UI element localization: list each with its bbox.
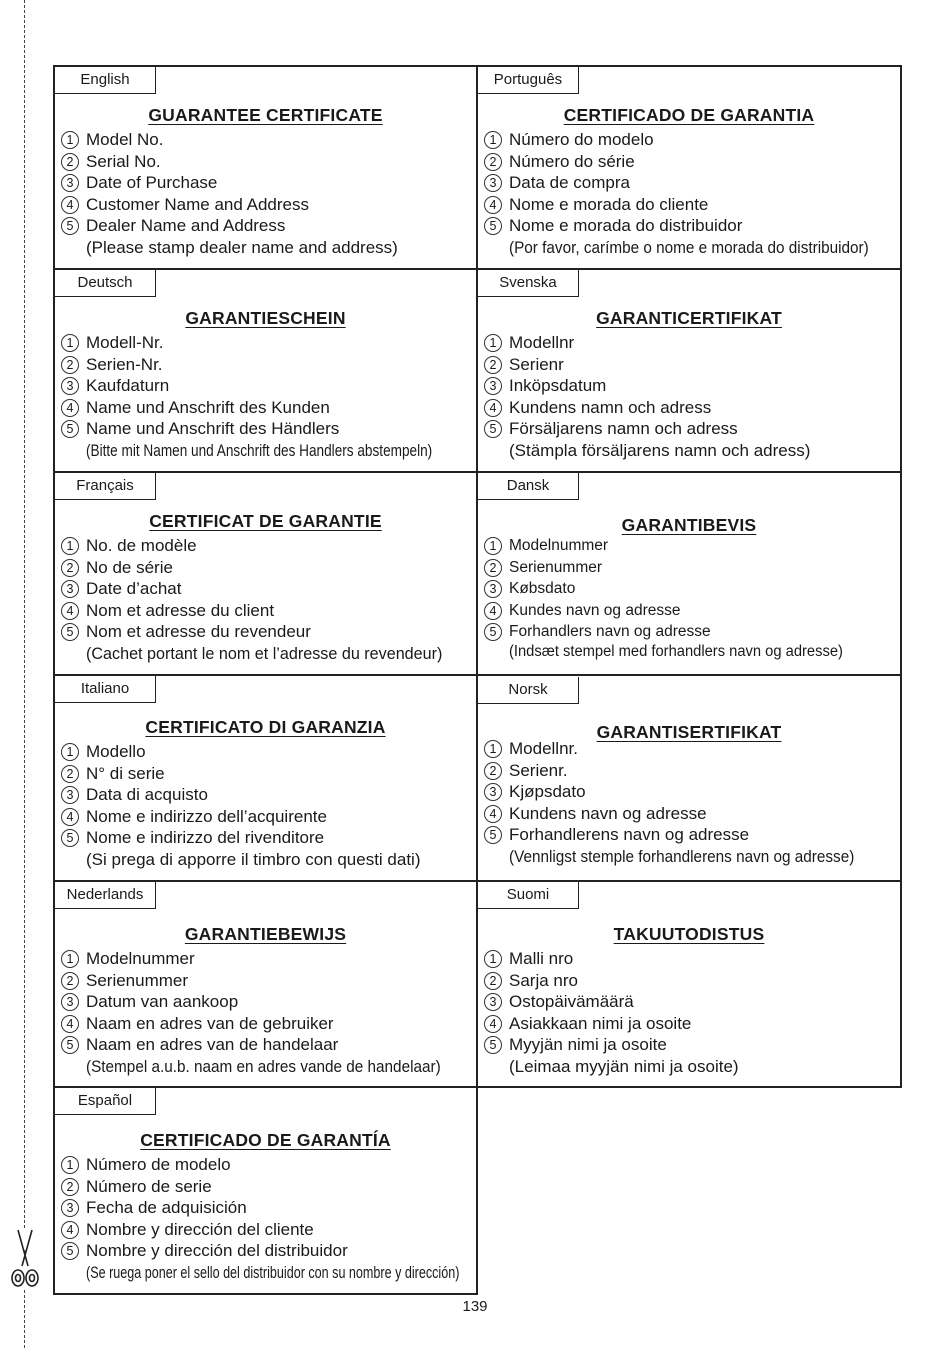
certificate-title: GARANTIEBEWIJS bbox=[184, 924, 347, 944]
language-tab: Nederlands bbox=[55, 882, 156, 909]
stamp-note: (Cachet portant le nom et l’adresse du revendeur) bbox=[86, 644, 443, 663]
section-portugues bbox=[476, 65, 902, 270]
field-dealer: 5 Myyjän nimi ja osoite bbox=[484, 1034, 896, 1056]
language-tab: Français bbox=[55, 473, 156, 500]
section-nederlands bbox=[53, 880, 478, 1088]
section-deutsch bbox=[53, 268, 478, 473]
field-customer: 4 Name und Anschrift des Kunden bbox=[61, 397, 472, 419]
field-serial-no: 2 Serial No. bbox=[61, 151, 472, 173]
field-serial-no: 2 Serienr. bbox=[484, 760, 896, 782]
field-customer: 4 Naam en adres van de gebruiker bbox=[61, 1013, 472, 1035]
field-serial-no: 2 Serienummer bbox=[484, 557, 896, 579]
section-italiano bbox=[53, 674, 478, 882]
field-serial-no: 2 Serienummer bbox=[61, 970, 472, 992]
stamp-note: (Leimaa myyjän nimi ja osoite) bbox=[509, 1057, 739, 1076]
field-serial-no: 2 N° di serie bbox=[61, 763, 472, 785]
certificate-title: GARANTIESCHEIN bbox=[185, 308, 346, 328]
field-model-no: 1 Número do modelo bbox=[484, 129, 896, 151]
field-serial-no: 2 No de série bbox=[61, 557, 472, 579]
field-date-of-purchase: 3 Kjøpsdato bbox=[484, 781, 896, 803]
scissors-icon bbox=[9, 1228, 41, 1290]
certificate-title: CERTIFICAT DE GARANTIE bbox=[149, 511, 382, 531]
section-svenska bbox=[476, 268, 902, 473]
stamp-note: (Se ruega poner el sello del distribuidor con su nombre y dirección) bbox=[86, 1263, 460, 1282]
stamp-note: (Stämpla försäljarens namn och adress) bbox=[509, 441, 811, 460]
field-model-no: 1 Modell-Nr. bbox=[61, 332, 472, 354]
stamp-note: (Please stamp dealer name and address) bbox=[86, 238, 398, 257]
field-model-no: 1 No. de modèle bbox=[61, 535, 472, 557]
certificate-title: CERTIFICADO DE GARANTÍA bbox=[140, 1130, 391, 1150]
field-customer: 4 Customer Name and Address bbox=[61, 194, 472, 216]
field-customer: 4 Kundens namn och adress bbox=[484, 397, 896, 419]
field-serial-no: 2 Serienr bbox=[484, 354, 896, 376]
field-date-of-purchase: 3 Date of Purchase bbox=[61, 172, 472, 194]
field-date-of-purchase: 3 Fecha de adquisición bbox=[61, 1197, 472, 1219]
field-date-of-purchase: 3 Date d’achat bbox=[61, 578, 472, 600]
certificate-title: GARANTICERTIFIKAT bbox=[596, 308, 782, 328]
section-english bbox=[53, 65, 478, 270]
field-date-of-purchase: 3 Data di acquisto bbox=[61, 784, 472, 806]
section-francais bbox=[53, 471, 478, 676]
field-customer: 4 Nome e morada do cliente bbox=[484, 194, 896, 216]
field-dealer: 5 Försäljarens namn och adress bbox=[484, 418, 896, 440]
field-date-of-purchase: 3 Datum van aankoop bbox=[61, 991, 472, 1013]
field-dealer: 5 Name und Anschrift des Händlers bbox=[61, 418, 472, 440]
field-date-of-purchase: 3 Data de compra bbox=[484, 172, 896, 194]
stamp-note: (Vennligst stemple forhandlerens navn og adresse) bbox=[509, 847, 855, 866]
stamp-note: (Si prega di apporre il timbro con questi dati) bbox=[86, 850, 421, 869]
field-model-no: 1 Modellnr. bbox=[484, 738, 896, 760]
field-model-no: 1 Modellnr bbox=[484, 332, 896, 354]
field-dealer: 5 Forhandlers navn og adresse bbox=[484, 621, 896, 643]
section-suomi bbox=[476, 880, 902, 1088]
section-espanol bbox=[53, 1086, 478, 1295]
field-serial-no: 2 Número de serie bbox=[61, 1176, 472, 1198]
field-model-no: 1 Número de modelo bbox=[61, 1154, 472, 1176]
cut-line bbox=[24, 0, 25, 1348]
stamp-note: (Stempel a.u.b. naam en adres vande de handelaar) bbox=[86, 1057, 441, 1076]
page-number: 139 bbox=[462, 1298, 488, 1315]
field-customer: 4 Kundens navn og adresse bbox=[484, 803, 896, 825]
certificate-title: GARANTIBEVIS bbox=[621, 515, 757, 535]
field-customer: 4 Asiakkaan nimi ja osoite bbox=[484, 1013, 896, 1035]
field-customer: 4 Kundes navn og adresse bbox=[484, 600, 896, 622]
section-norsk bbox=[476, 674, 902, 882]
field-customer: 4 Nombre y dirección del cliente bbox=[61, 1219, 472, 1241]
field-customer: 4 Nome e indirizzo dell’acquirente bbox=[61, 806, 472, 828]
field-date-of-purchase: 3 Inköpsdatum bbox=[484, 375, 896, 397]
language-tab: Norsk bbox=[478, 677, 579, 704]
stamp-note: (Bitte mit Namen und Anschrift des Handlers abstempeln) bbox=[86, 441, 433, 460]
field-dealer: 5 Nom et adresse du revendeur bbox=[61, 621, 472, 643]
section-dansk bbox=[476, 471, 902, 676]
field-dealer: 5 Nome e morada do distribuidor bbox=[484, 215, 896, 237]
language-tab: Svenska bbox=[478, 270, 579, 297]
field-date-of-purchase: 3 Ostopäivämäärä bbox=[484, 991, 896, 1013]
guarantee-certificate-grid bbox=[53, 65, 902, 1295]
stamp-note: (Por favor, carímbe o nome e morada do distribuidor) bbox=[509, 238, 869, 257]
language-tab: Suomi bbox=[478, 882, 579, 909]
field-model-no: 1 Modelnummer bbox=[61, 948, 472, 970]
field-date-of-purchase: 3 Købsdato bbox=[484, 578, 896, 600]
stamp-note: (Indsæt stempel med forhandlers navn og adresse) bbox=[509, 643, 843, 660]
field-serial-no: 2 Número do série bbox=[484, 151, 896, 173]
field-dealer: 5 Naam en adres van de handelaar bbox=[61, 1034, 472, 1056]
field-model-no: 1 Model No. bbox=[61, 129, 472, 151]
field-dealer: 5 Forhandlerens navn og adresse bbox=[484, 824, 896, 846]
field-model-no: 1 Malli nro bbox=[484, 948, 896, 970]
field-serial-no: 2 Serien-Nr. bbox=[61, 354, 472, 376]
language-tab: Español bbox=[55, 1088, 156, 1115]
language-tab: Italiano bbox=[55, 676, 156, 703]
language-tab: English bbox=[55, 67, 156, 94]
field-dealer: 5 Nome e indirizzo del rivenditore bbox=[61, 827, 472, 849]
language-tab: Dansk bbox=[478, 473, 579, 500]
certificate-title: CERTIFICATO DI GARANZIA bbox=[145, 717, 386, 737]
certificate-title: GUARANTEE CERTIFICATE bbox=[148, 105, 383, 125]
field-model-no: 1 Modelnummer bbox=[484, 535, 896, 557]
field-serial-no: 2 Sarja nro bbox=[484, 970, 896, 992]
certificate-title: GARANTISERTIFIKAT bbox=[596, 722, 782, 742]
language-tab: Português bbox=[478, 67, 579, 94]
field-date-of-purchase: 3 Kaufdaturn bbox=[61, 375, 472, 397]
certificate-title: TAKUUTODISTUS bbox=[613, 924, 765, 944]
certificate-title: CERTIFICADO DE GARANTIA bbox=[563, 105, 815, 125]
field-dealer: 5 Nombre y dirección del distribuidor bbox=[61, 1240, 472, 1262]
field-model-no: 1 Modello bbox=[61, 741, 472, 763]
language-tab: Deutsch bbox=[55, 270, 156, 297]
field-customer: 4 Nom et adresse du client bbox=[61, 600, 472, 622]
field-dealer: 5 Dealer Name and Address bbox=[61, 215, 472, 237]
